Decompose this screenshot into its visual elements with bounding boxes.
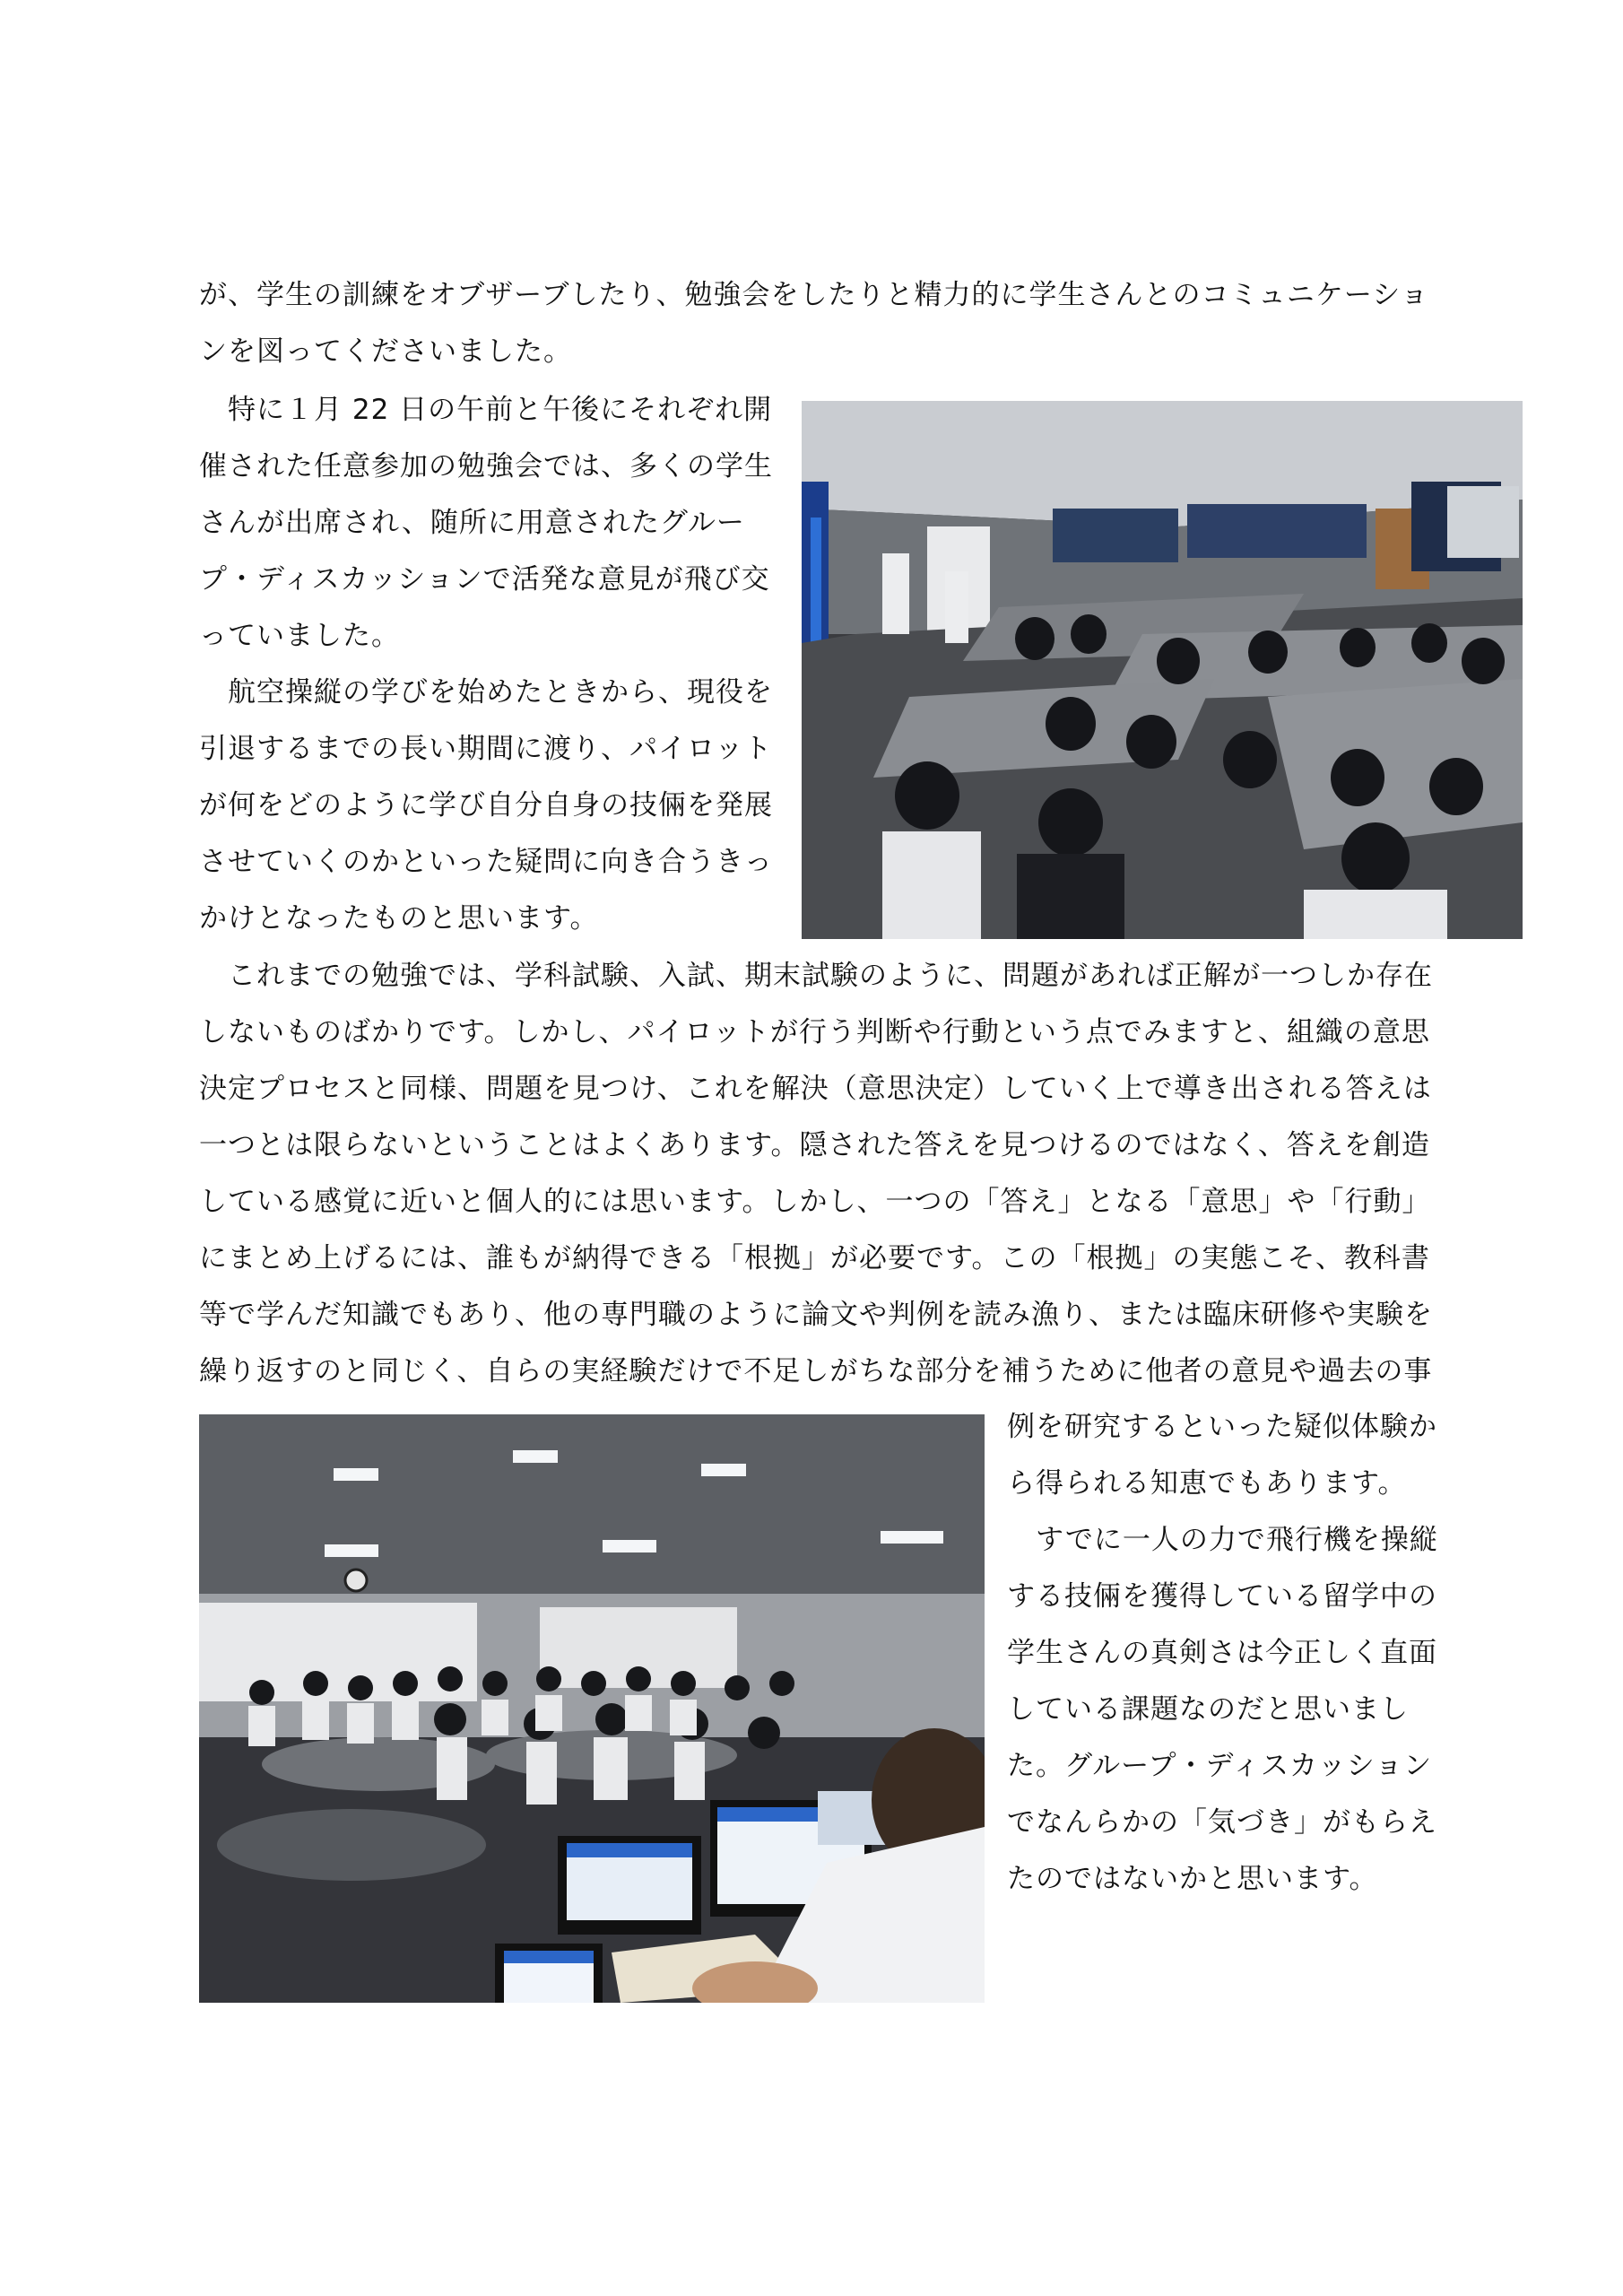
- block3-line-9: たのではないかと思います。: [1007, 1863, 1378, 1895]
- intro-line-1: が、学生の訓練をオブザーブしたり、勉強会をしたりと精力的に学生さんとのコミュニケーショ: [199, 279, 1429, 311]
- block3-line-1: 例を研究するといった疑似体験か: [1007, 1411, 1437, 1443]
- block1-line-3: さんが出席され、随所に用意されたグルー: [199, 507, 745, 539]
- intro-line-2: ンを図ってくださいました。: [199, 335, 572, 368]
- block3-line-8: でなんらかの「気づき」がもらえ: [1007, 1806, 1437, 1839]
- block3-line-6: している課題なのだと思いまし: [1007, 1693, 1409, 1726]
- classroom-photo-2: [199, 1414, 985, 2003]
- block1-line-7: 引退するまでの長い期間に渡り、パイロット: [199, 733, 773, 765]
- classroom-photo-1: [802, 401, 1523, 939]
- block2-line-7: 等で学んだ知識でもあり、他の専門職のように論文や判例を読み漁り、または臨床研修や実験を: [199, 1299, 1433, 1331]
- block2-line-4: 一つとは限らないということはよくあります。隠された答えを見つけるのではなく、答えを創造: [199, 1129, 1430, 1161]
- block1-line-9: させていくのかといった疑問に向き合うきっ: [199, 846, 773, 878]
- block1-line-10: かけとなったものと思います。: [199, 902, 599, 935]
- block1-line-2: 催された任意参加の勉強会では、多くの学生: [199, 450, 773, 483]
- block2-line-1: これまでの勉強では、学科試験、入試、期末試験のように、問題があれば正解が一つしか存在: [199, 960, 1433, 992]
- block2-line-6: にまとめ上げるには、誰もが納得できる「根拠」が必要です。この「根拠」の実態こそ、教科書: [199, 1242, 1430, 1274]
- block1-line-6: 航空操縦の学びを始めたときから、現役を: [199, 676, 773, 709]
- block3-line-3: すでに一人の力で飛行機を操縦: [1007, 1524, 1438, 1556]
- block1-line-1: 特に１月 22 日の午前と午後にそれぞれ開: [199, 394, 773, 426]
- block3-line-7: た。グループ・ディスカッション: [1007, 1750, 1433, 1782]
- block2-line-3: 決定プロセスと同様、問題を見つけ、これを解決（意思決定）していく上で導き出される答えは: [199, 1073, 1432, 1105]
- block3-line-5: 学生さんの真剣さは今正しく直面: [1007, 1637, 1437, 1669]
- block3-line-2: ら得られる知恵でもあります。: [1007, 1467, 1407, 1500]
- block1-line-4: プ・ディスカッションで活発な意見が飛び交: [199, 563, 770, 596]
- block1-line-5: っていました。: [199, 620, 400, 652]
- block2-line-5: している感覚に近いと個人的には思います。しかし、一つの「答え」となる「意思」や「行動」: [199, 1186, 1431, 1218]
- block2-line-2: しないものばかりです。しかし、パイロットが行う判断や行動という点でみますと、組織の意思: [199, 1016, 1430, 1048]
- block2-line-8: 繰り返すのと同じく、自らの実経験だけで不足しがちな部分を補うために他者の意見や過去の事: [199, 1355, 1433, 1387]
- block1-line-8: が何をどのように学び自分自身の技倆を発展: [199, 789, 773, 822]
- block3-line-4: する技倆を獲得している留学中の: [1007, 1580, 1437, 1613]
